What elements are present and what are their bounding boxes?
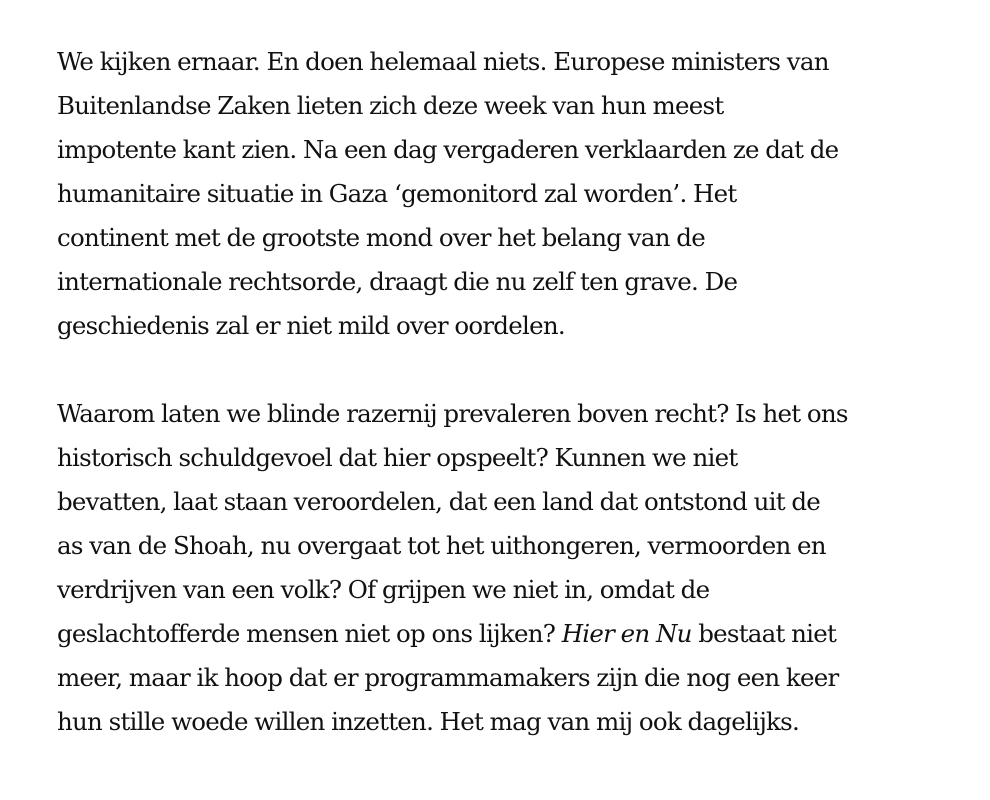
text-line: Buitenlandse Zaken lieten zich deze week van hun meest <box>57 91 724 120</box>
text-line: meer, maar ik hoop dat er programmamakers zijn die nog een keer <box>57 663 839 692</box>
article-body <box>57 40 977 744</box>
text-line: historisch schuldgevoel dat hier opspeelt? Kunnen we niet <box>57 443 738 472</box>
text-line: continent met de grootste mond over het belang van de <box>57 223 705 252</box>
paragraph-2 <box>57 392 977 744</box>
text-line: bevatten, laat staan veroordelen, dat een land dat ontstond uit de <box>57 487 821 516</box>
text-segment: bestaat niet <box>691 619 837 648</box>
text-line: geschiedenis zal er niet mild over oordelen. <box>57 311 565 340</box>
text-line: verdrijven van een volk? Of grijpen we niet in, omdat de <box>57 575 710 604</box>
text-line: hun stille woede willen inzetten. Het mag van mij ook dagelijks. <box>57 707 799 736</box>
program-title: Hier en Nu <box>561 619 692 648</box>
text-line: humanitaire situatie in Gaza ‘gemonitord zal worden’. Het <box>57 179 737 208</box>
text-segment: geslachtofferde mensen niet op ons lijken? <box>57 619 562 648</box>
text-line: Waarom laten we blinde razernij prevaleren boven recht? Is het ons <box>57 399 848 428</box>
text-line: impotente kant zien. Na een dag vergaderen verklaarden ze dat de <box>57 135 839 164</box>
text-line-with-title <box>57 612 977 656</box>
text-line: We kijken ernaar. En doen helemaal niets. Europese ministers van <box>57 47 829 76</box>
paragraph-1 <box>57 40 977 348</box>
text-line: as van de Shoah, nu overgaat tot het uithongeren, vermoorden en <box>57 531 826 560</box>
text-line: internationale rechtsorde, draagt die nu zelf ten grave. De <box>57 267 738 296</box>
